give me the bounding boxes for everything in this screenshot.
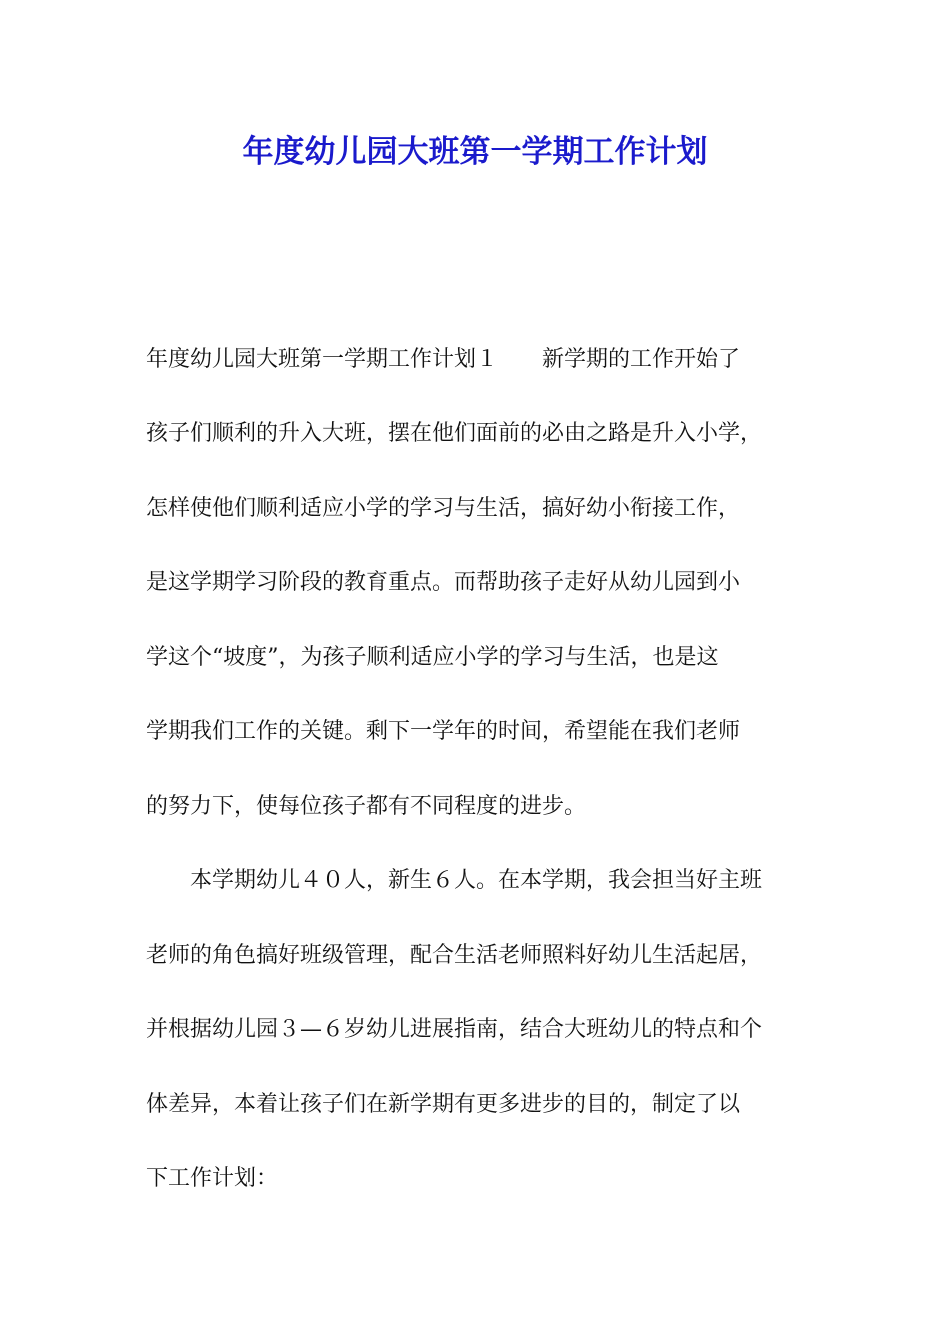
document-title: 年度幼儿园大班第一学期工作计划 [242,134,708,170]
body-line-1: 年度幼儿园大班第一学期工作计划１ 新学期的工作开始了 [146,347,741,372]
body-line-11: 体差异，本着让孩子们在新学期有更多进步的目的，制定了以 [146,1092,741,1117]
body-line-8: 本学期幼儿４０人，新生６人。在本学期，我会担当好主班 [146,868,763,893]
body-line-3: 怎样使他们顺利适应小学的学习与生活，搞好幼小衔接工作， [146,496,741,521]
body-line-12: 下工作计划： [146,1166,279,1191]
body-line-2: 孩子们顺利的升入大班，摆在他们面前的必由之路是升入小学， [146,421,763,446]
body-line-7: 的努力下，使每位孩子都有不同程度的进步。 [146,794,587,819]
body-line-9: 老师的角色搞好班级管理，配合生活老师照料好幼儿生活起居， [146,943,763,968]
body-line-5: 学这个“坡度”，为孩子顺利适应小学的学习与生活，也是这 [146,645,719,670]
body-line-10: 并根据幼儿园３—６岁幼儿进展指南，结合大班幼儿的特点和个 [146,1017,763,1042]
body-line-6: 学期我们工作的关键。剩下一学年的时间，希望能在我们老师 [146,719,741,744]
body-line-4: 是这学期学习阶段的教育重点。而帮助孩子走好从幼儿园到小 [146,570,741,595]
